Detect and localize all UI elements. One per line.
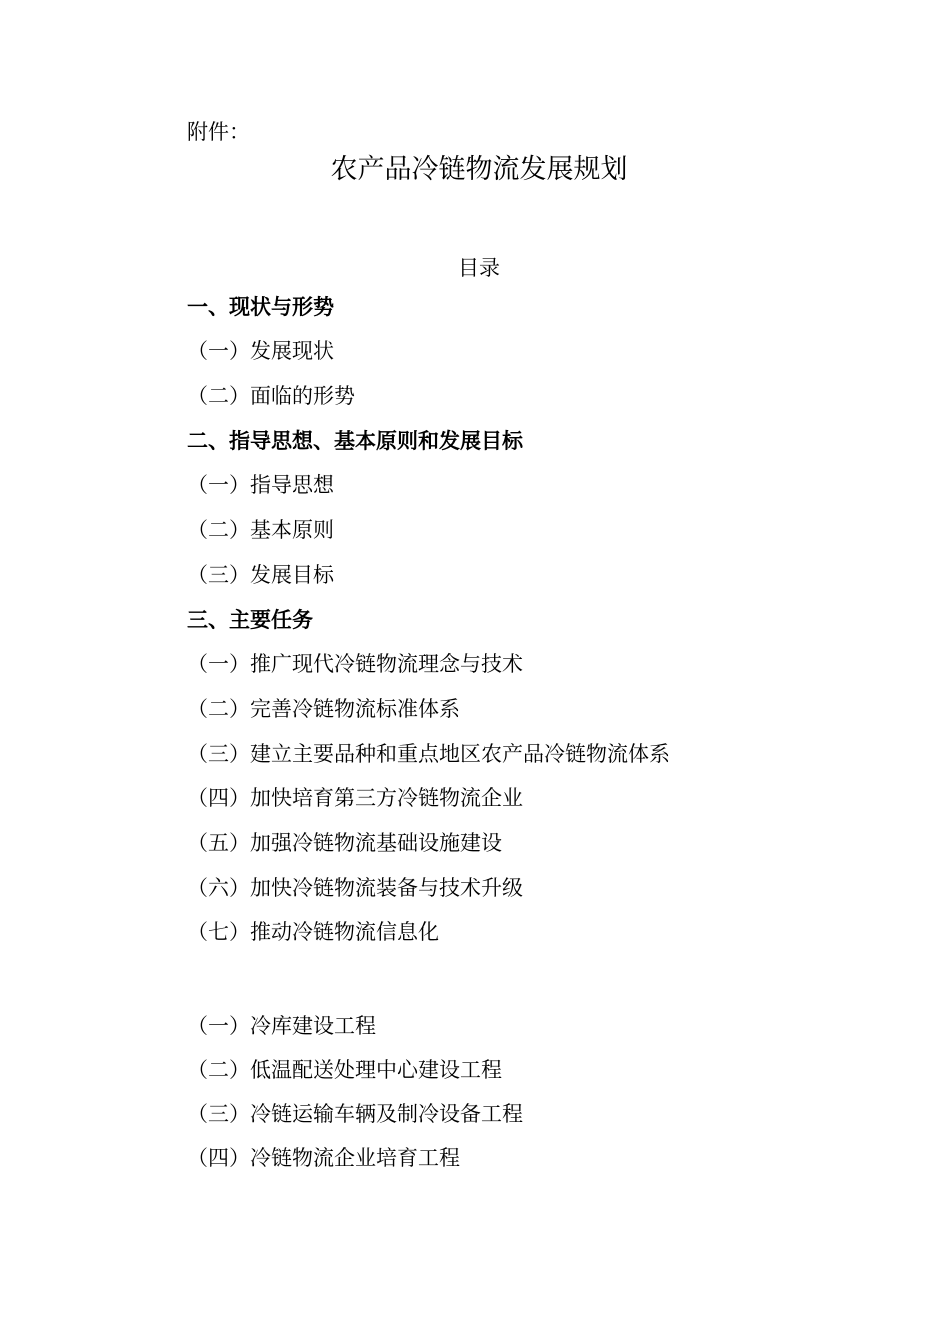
toc-heading: 目录 <box>458 256 500 280</box>
toc-item: （四）加快培育第三方冷链物流企业 <box>187 786 523 810</box>
document-title: 农产品冷链物流发展规划 <box>330 154 628 185</box>
toc-item: （五）加强冷链物流基础设施建设 <box>187 831 502 855</box>
toc-item: （二）完善冷链物流标准体系 <box>187 697 460 721</box>
toc-item: （二）基本原则 <box>187 518 334 542</box>
toc-item: （六）加快冷链物流装备与技术升级 <box>187 876 523 900</box>
toc-project-item: （三）冷链运输车辆及制冷设备工程 <box>187 1102 523 1126</box>
toc-section-heading: 三、主要任务 <box>187 608 313 632</box>
toc-item: （三）发展目标 <box>187 563 334 587</box>
toc-item: （一）发展现状 <box>187 339 334 363</box>
toc-project-item: （四）冷链物流企业培育工程 <box>187 1146 460 1170</box>
toc-item: （二）面临的形势 <box>187 384 355 408</box>
toc-section-heading: 二、指导思想、基本原则和发展目标 <box>187 429 523 453</box>
toc-item: （三）建立主要品种和重点地区农产品冷链物流体系 <box>187 742 670 766</box>
toc-project-item: （一）冷库建设工程 <box>187 1014 376 1038</box>
toc-item: （七）推动冷链物流信息化 <box>187 920 439 944</box>
toc-section-heading: 一、现状与形势 <box>187 295 334 319</box>
attachment-label: 附件： <box>187 120 250 144</box>
toc-item: （一）推广现代冷链物流理念与技术 <box>187 652 523 676</box>
toc-item: （一）指导思想 <box>187 473 334 497</box>
toc-project-item: （二）低温配送处理中心建设工程 <box>187 1058 502 1082</box>
